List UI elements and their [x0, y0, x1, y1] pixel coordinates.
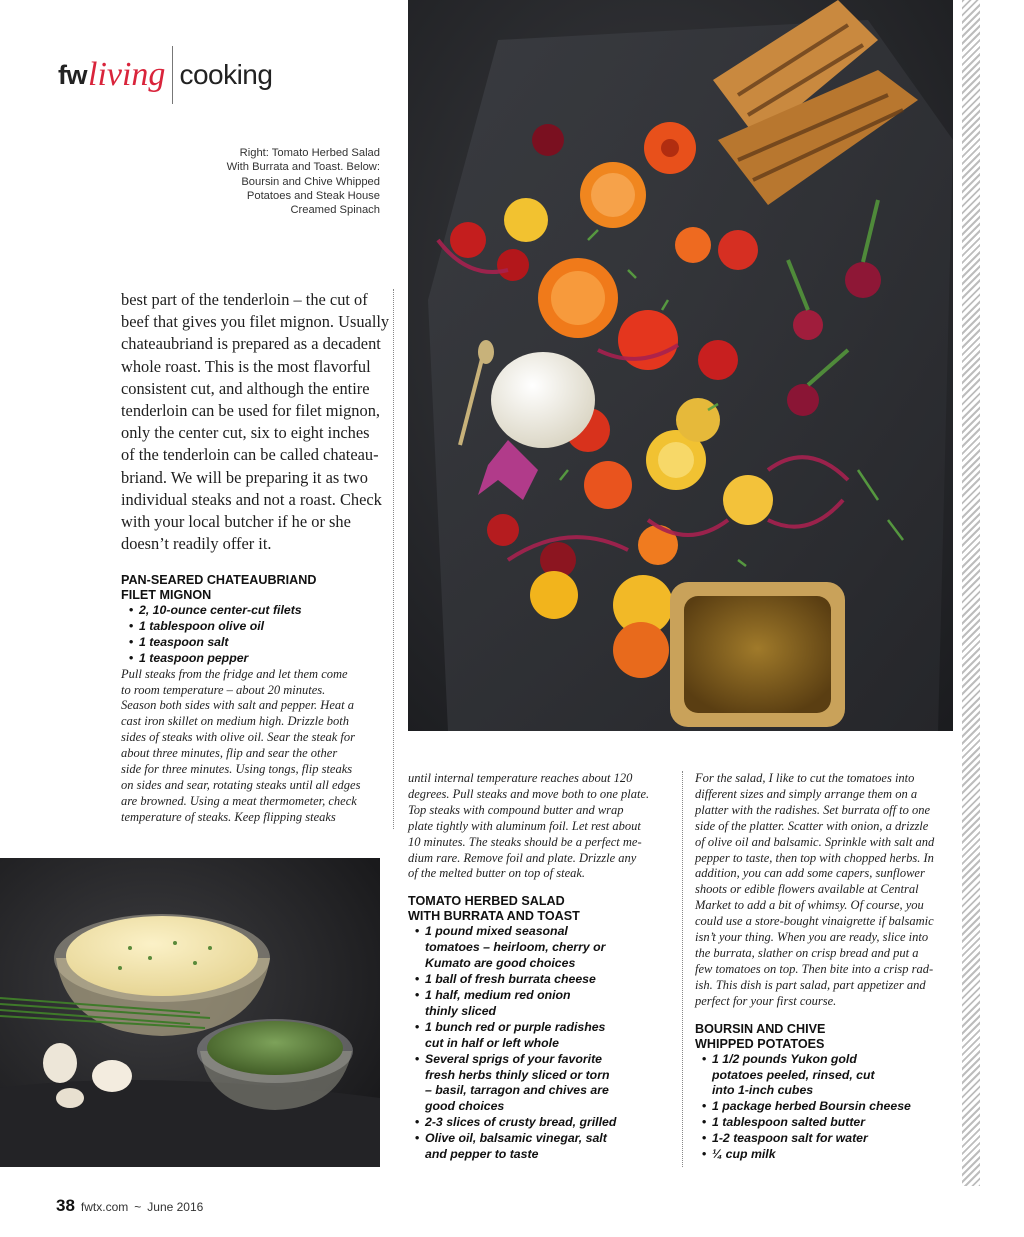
recipe-title — [408, 894, 670, 924]
intro-line: consistent cut, and although the entire — [121, 378, 370, 398]
method-line: of the melted butter on top of steak. — [408, 866, 586, 881]
intro-line: tenderloin can be used for filet mignon, — [121, 401, 380, 421]
ingredient-line: 1 1/2 pounds Yukon gold — [712, 1051, 857, 1066]
intro-line: of the tenderloin can be called chateau- — [121, 445, 379, 465]
method-line: 10 minutes. The steaks should be a perfect me- — [408, 834, 642, 849]
burrata — [491, 352, 595, 448]
site-name: fwtx.com — [80, 1200, 129, 1214]
method-line: the burrata, slather on crisp bread and put a — [695, 945, 919, 960]
ingredient: • 2, 10-ounce center-cut filets — [121, 603, 383, 619]
recipe-filet-mignon — [121, 573, 383, 826]
intro-line: chateaubriand is prepared as a decadent — [121, 334, 381, 354]
method-line: shoots or edible flowers available at Central — [695, 882, 919, 897]
ingredient-line: fresh herbs thinly sliced or torn — [425, 1067, 610, 1082]
method-line: cast iron skillet on medium high. Drizzle both — [121, 714, 349, 729]
method-line: side for three minutes. Using tongs, flip steaks — [121, 762, 353, 777]
ingredient-line: Kumato are good choices — [425, 956, 576, 971]
caption-line: With Burrata and Toast. Below: — [226, 161, 380, 174]
ingredient-line: into 1-inch cubes — [712, 1083, 814, 1098]
title-line: TOMATO HERBED SALAD — [408, 894, 565, 909]
ingredient-line: 1 package herbed Boursin cheese — [712, 1099, 911, 1114]
potatoes-spinach-photo — [0, 858, 380, 1167]
ingredient-line: tomatoes – heirloom, cherry or — [425, 940, 606, 955]
method-line: on sides and sear, rotating steaks until all edges — [121, 777, 361, 792]
method-line: ish. This dish is part salad, part appetizer and — [695, 977, 926, 992]
method-line: temperature of steaks. Keep flipping steaks — [121, 809, 336, 824]
intro-line: only the center cut, six to eight inches — [121, 423, 370, 443]
method-line: pepper to taste, then top with chopped herbs. In — [695, 850, 934, 865]
method-line: isn’t your thing. When you are ready, slice into — [695, 930, 929, 945]
ingredient-line: 1-2 teaspoon salt for water — [712, 1131, 868, 1146]
title-line: WHIPPED POTATOES — [695, 1036, 825, 1051]
recipe-method — [121, 667, 383, 826]
method-line: sides of steaks with olive oil. Sear the steak for — [121, 730, 355, 745]
title-line: WITH BURRATA AND TOAST — [408, 909, 580, 924]
recipe-title — [121, 573, 383, 603]
ingredient-line: cut in half or left whole — [425, 1035, 559, 1050]
method-line: to room temperature – about 20 minutes. — [121, 682, 326, 697]
ingredient-line: and pepper to taste — [425, 1147, 539, 1162]
intro-text — [121, 289, 390, 555]
column-three — [695, 771, 957, 1163]
method-line: few tomatoes on top. Then bite into a crisp rad- — [695, 961, 934, 976]
ingredient-line: good choices — [425, 1099, 505, 1114]
ingredient: • 1 teaspoon salt — [121, 635, 383, 651]
method-line: could use a store-bought vinaigrette if balsamic — [695, 914, 934, 929]
method-line: platter with the radishes. Set burrata off to one — [695, 802, 931, 817]
caption-line: Boursin and Chive Whipped — [241, 175, 380, 188]
dressing-dish — [670, 582, 845, 727]
method-line: Season both sides with salt and pepper. Heat a — [121, 698, 354, 713]
method-line: about three minutes, flip and sear the other — [121, 746, 338, 761]
ingredient-list — [695, 1052, 957, 1163]
ingredient-line: thinly sliced — [425, 1003, 497, 1018]
ingredient — [408, 972, 670, 988]
title-line: PAN-SEARED CHATEAUBRIAND — [121, 573, 317, 587]
ingredient-line: ¼ cup milk — [712, 1147, 776, 1162]
method-line: Pull steaks from the fridge and let them come — [121, 666, 348, 681]
intro-line: individual steaks and not a roast. Check — [121, 489, 382, 509]
method-line: until internal temperature reaches about 120 — [408, 771, 633, 785]
ingredient — [408, 988, 670, 1020]
method-line: different sizes and simply arrange them on a — [695, 786, 918, 801]
title-line: BOURSIN AND CHIVE — [695, 1021, 826, 1036]
recipe-title — [695, 1022, 957, 1052]
method-line: addition, you can add some capers, sunflower — [695, 866, 925, 881]
column-rule — [393, 289, 394, 829]
column-rule — [682, 771, 683, 1167]
ingredient-list — [121, 603, 383, 667]
method-line: Top steaks with compound butter and wrap — [408, 802, 624, 817]
page-footer — [56, 1196, 203, 1216]
section-header — [58, 44, 272, 106]
method-line: For the salad, I like to cut the tomatoes into — [695, 771, 915, 785]
ingredient-line: 1 half, medium red onion — [425, 987, 571, 1002]
salad-method — [695, 771, 957, 1010]
brand-fw: fw — [58, 59, 87, 90]
method-line: side of the platter. Scatter with onion, a drizzle — [695, 818, 929, 833]
caption-line: Right: Tomato Herbed Salad — [239, 147, 380, 159]
ingredient: • 1 teaspoon pepper — [121, 651, 383, 667]
ingredient-line: potatoes peeled, rinsed, cut — [712, 1067, 875, 1082]
ingredient — [408, 1115, 670, 1131]
ingredient-line: 2-3 slices of crusty bread, grilled — [425, 1115, 617, 1130]
caption-line: Potatoes and Steak House — [246, 189, 380, 202]
ingredient — [695, 1099, 957, 1115]
title-line: FILET MIGNON — [121, 588, 212, 602]
creamed-spinach — [207, 1021, 343, 1075]
column-two — [408, 771, 670, 1163]
recipe-method-continued — [408, 771, 670, 882]
ingredient-line: 1 bunch red or purple radishes — [425, 1019, 606, 1034]
ingredient-line: 1 tablespoon salted butter — [712, 1115, 866, 1130]
caption-line: Creamed Spinach — [290, 204, 380, 217]
intro-line: beef that gives you filet mignon. Usually — [121, 312, 390, 332]
header-divider — [172, 46, 173, 104]
method-line: degrees. Pull steaks and move both to one plate. — [408, 786, 650, 801]
ingredient-list — [408, 924, 670, 1163]
issue-date: June 2016 — [147, 1200, 204, 1214]
page-number: 38 — [56, 1196, 75, 1215]
intro-line: briand. We will be preparing it as two — [121, 467, 368, 487]
brand-living: living — [88, 56, 166, 93]
ingredient — [695, 1115, 957, 1131]
method-line: dium rare. Remove foil and plate. Drizzle any — [408, 850, 637, 865]
decorative-stripe — [962, 0, 980, 1186]
ingredient — [695, 1147, 957, 1163]
method-line: plate tightly with aluminum foil. Let rest about — [408, 818, 641, 833]
ingredient-line: Several sprigs of your favorite — [425, 1051, 603, 1066]
ingredient-line: – basil, tarragon and chives are — [425, 1083, 609, 1098]
ingredient — [695, 1131, 957, 1147]
footer-separator: ~ — [134, 1200, 142, 1214]
method-line: perfect for your first course. — [695, 993, 837, 1008]
ingredient — [408, 1020, 670, 1052]
method-line: are browned. Using a meat thermometer, check — [121, 793, 357, 808]
whipped-potatoes — [66, 916, 258, 996]
ingredient — [408, 1052, 670, 1116]
ingredient-line: 1 pound mixed seasonal — [425, 924, 568, 939]
ingredient — [695, 1052, 957, 1100]
intro-line: doesn’t readily offer it. — [121, 534, 272, 554]
section-name: cooking — [179, 59, 273, 90]
ingredient-line: Olive oil, balsamic vinegar, salt — [425, 1131, 607, 1146]
ingredient — [408, 1131, 670, 1163]
salad-photo — [408, 0, 953, 731]
method-line: of olive oil and balsamic. Sprinkle with salt and — [695, 834, 935, 849]
intro-line: whole roast. This is the most flavorful — [121, 356, 371, 376]
intro-line: best part of the tenderloin – the cut of — [121, 290, 368, 309]
method-line: Market to add a bit of whimsy. Of course, you — [695, 898, 924, 913]
ingredient: • 1 tablespoon olive oil — [121, 619, 383, 635]
intro-line: with your local butcher if he or she — [121, 512, 351, 532]
ingredient-line: 1 ball of fresh burrata cheese — [425, 972, 596, 987]
photo-caption — [215, 146, 380, 217]
ingredient — [408, 924, 670, 972]
